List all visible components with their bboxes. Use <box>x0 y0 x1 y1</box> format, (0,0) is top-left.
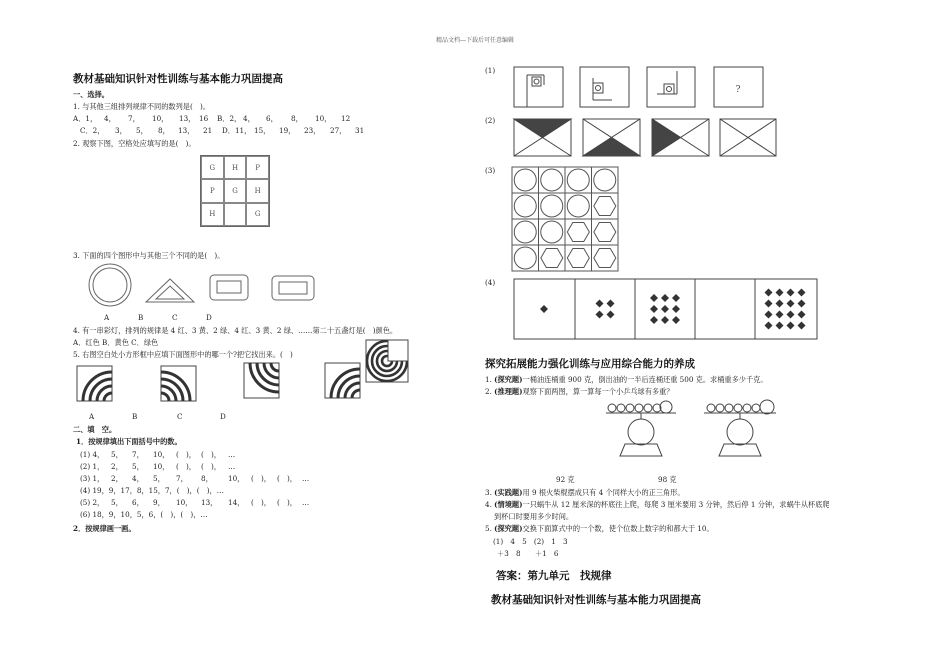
balance-figures <box>606 400 776 456</box>
p4-diamond <box>596 311 604 319</box>
fill-row-cell: 5， <box>111 450 123 459</box>
section-fill: 二、填 空。 <box>73 425 117 434</box>
fill-q2: 2．按规律画一画。 <box>73 524 136 533</box>
p4-diamond <box>798 289 806 297</box>
q4-options: A．红色 B．黄色 C．绿色 <box>73 338 159 347</box>
p4-diamond <box>672 305 680 313</box>
q3-label-c: C <box>172 313 178 322</box>
q5-text: 5. 右图空白处小方形框中应填下面图形中的哪一个?把它找出来。( ) <box>73 350 293 359</box>
p4-diamond <box>765 289 773 297</box>
p3-circle <box>514 195 536 217</box>
answer-subtitle: 教材基础知识针对性训练与基本能力巩固提高 <box>491 594 701 606</box>
p4-diamond <box>776 300 784 308</box>
fill-row-cell: (2) 1， <box>80 462 105 471</box>
q3-label-d: D <box>206 313 212 322</box>
problem-5: 5. (探究题)交换下面算式中的一个数，使个位数上数字的和都大于 10。 <box>485 524 714 533</box>
grid-cell: P <box>246 156 269 179</box>
fill-row-cell: 10， <box>176 498 193 507</box>
q5-label-d: D <box>220 412 226 421</box>
left-section-title: 教材基础知识针对性训练与基本能力巩固提高 <box>73 73 283 85</box>
p4-diamond <box>765 311 773 319</box>
grid-cell: G <box>246 203 269 226</box>
q4-text: 4. 有一串彩灯，排列的规律是 4 红、3 黄、2 绿、4 红、3 黄、2 绿、……第二十五盏灯是( )颜色。 <box>73 326 398 335</box>
p3-hexagon <box>594 223 616 242</box>
p3-circle <box>514 221 536 243</box>
q3-text: 3. 下面的四个图形中与其他三个不同的是( )。 <box>73 251 225 260</box>
fill-row-cell: 5， <box>111 498 123 507</box>
q3-label-a: A <box>104 313 110 322</box>
p4-diamond <box>650 305 658 313</box>
p4-diamond <box>765 300 773 308</box>
equation-line-1: (1) 4 5 (2) 1 3 <box>493 537 568 546</box>
p4-diamond <box>776 322 784 330</box>
grid-cell: G <box>224 179 247 202</box>
fill-q1: 1．按规律填出下面括号中的数。 <box>76 437 182 446</box>
q3-label-b: B <box>138 313 144 322</box>
problem-4-cont: 到杯口时要用多少时间。 <box>494 512 574 521</box>
fill-row-cell: ( )， <box>251 498 271 507</box>
fill-row-cell: 2， <box>111 462 123 471</box>
fill-row-cell: (6) 18，9，10，5，6，( )，( )，… <box>80 510 208 519</box>
p4-diamond <box>787 311 795 319</box>
pattern-num-3: (3) <box>485 166 496 175</box>
problem-2: 2. (推理题)观察下面两图，算一算每一个小乒乓球有多重？ <box>485 387 674 396</box>
p4-diamond <box>661 294 669 302</box>
p1-box-1 <box>514 67 563 107</box>
fill-row-cell: ( )， <box>201 462 221 471</box>
fill-row-cell: 10， <box>153 450 170 459</box>
equation-line-2: ＋3 8 ＋1 6 <box>497 549 559 558</box>
q5-label-b: B <box>132 412 138 421</box>
p3-circle <box>541 195 563 217</box>
grid-cell: G <box>201 156 224 179</box>
p1-box-2 <box>580 67 629 107</box>
p3-shape-grid <box>512 167 618 271</box>
pattern-num-4: (4) <box>485 278 496 287</box>
p4-diamond <box>798 322 806 330</box>
p4-diamond <box>798 300 806 308</box>
p4-diamond <box>607 300 615 308</box>
p4-diamonds <box>540 289 806 330</box>
p4-diamond <box>672 316 680 324</box>
fill-row-cell: 2， <box>111 474 123 483</box>
fill-row-cell: 7， <box>132 450 144 459</box>
p4-diamond <box>540 305 548 313</box>
p4-diamond <box>776 311 784 319</box>
p3-circle <box>567 169 589 191</box>
fill-row-cell: 5， <box>153 474 165 483</box>
fill-row-cell: (3) 1， <box>80 474 105 483</box>
p4-diamond <box>787 289 795 297</box>
fill-row-cell: 13， <box>201 498 218 507</box>
p4-diamond <box>787 300 795 308</box>
fill-row-cell: 10， <box>228 474 245 483</box>
p4-diamond <box>787 322 795 330</box>
p3-circle <box>514 247 536 269</box>
p4-diamond <box>607 311 615 319</box>
p4-diamond <box>672 294 680 302</box>
fill-row-cell: 6， <box>132 498 144 507</box>
fill-row-cell: … <box>302 474 310 483</box>
problem-3: 3. (实践题)用 9 根火柴棍摆成只有 4 个同样大小的正三角形。 <box>485 488 685 497</box>
grid-cell: H <box>201 203 224 226</box>
fill-row-cell: (5) 2， <box>80 498 105 507</box>
p3-hexagon <box>541 249 563 268</box>
grid-cell: H <box>246 179 269 202</box>
fill-row-cell: 7， <box>176 474 188 483</box>
p3-circle <box>567 195 589 217</box>
fill-row-cell: ( )， <box>176 462 196 471</box>
q5-label-c: C <box>177 412 183 421</box>
page-header: 精品文档---下载后可任意编辑 <box>435 37 515 44</box>
p4-diamond <box>650 294 658 302</box>
fill-row-cell: 8， <box>201 474 213 483</box>
p3-circle <box>541 169 563 191</box>
weight-label-1: 92 克 <box>556 475 575 484</box>
problem-1: 1. (探究题)一桶油连桶重 900 克，倒出油的一半后连桶还重 500 克。求桶重多少千克。 <box>485 375 768 384</box>
q5-label-a: A <box>89 412 95 421</box>
fill-row-cell: ( )， <box>277 498 297 507</box>
p4-diamond <box>765 322 773 330</box>
fill-row-cell: 4， <box>132 474 144 483</box>
p1-question-mark: ? <box>735 85 741 95</box>
right-section-title: 探究拓展能力强化训练与应用综合能力的养成 <box>485 358 695 370</box>
fill-row-cell: … <box>302 498 310 507</box>
answer-title: 答案：第九单元 找规律 <box>496 570 612 582</box>
p4-diamond <box>776 289 784 297</box>
fill-row-cell: … <box>228 450 236 459</box>
pattern-num-1: (1) <box>485 66 496 75</box>
fill-row-cell: (4) 19，9，17，8，15，7，( )，( )，… <box>80 486 224 495</box>
fill-row-cell: ( )， <box>176 450 196 459</box>
weight-label-2: 98 克 <box>658 475 677 484</box>
fill-row-cell: ( )， <box>277 474 297 483</box>
p3-hexagon <box>594 249 616 268</box>
fill-row-cell: ( )， <box>201 450 221 459</box>
p3-hexagon <box>567 249 589 268</box>
section-choice: 一、选择。 <box>73 90 109 99</box>
p3-hexagon <box>567 223 589 242</box>
fill-row-cell: 14， <box>228 498 245 507</box>
q2-text: 2. 观察下图，空格处应填写的是( )。 <box>73 139 196 148</box>
fill-row-cell: (1) 4， <box>80 450 105 459</box>
p4-diamond <box>661 305 669 313</box>
grid-cell: P <box>201 179 224 202</box>
fill-row-cell: 10， <box>153 462 170 471</box>
p3-circle <box>594 169 616 191</box>
p4-diamond <box>650 316 658 324</box>
fill-row-cell: … <box>228 462 236 471</box>
pattern-num-2: (2) <box>485 116 496 125</box>
q1-text: 1. 与其他三组排列规律不同的数列是( )。 <box>73 102 210 111</box>
fill-row-cell: 9， <box>153 498 165 507</box>
fill-row-cell: 5， <box>132 462 144 471</box>
p3-hexagon <box>594 197 616 216</box>
p4-diamond <box>798 311 806 319</box>
p3-circle <box>514 169 536 191</box>
grid-cell: H <box>224 156 247 179</box>
p4-diamond <box>596 300 604 308</box>
p3-circle <box>541 221 563 243</box>
p4-diamond <box>661 316 669 324</box>
problem-4: 4. (情境题)一只蜗牛从 12 厘米深的杯底往上爬，每爬 3 厘米要用 3 分钟，然后停 1 分钟，求蜗牛从杯底爬 <box>485 500 830 509</box>
fill-row-cell: ( )， <box>251 474 271 483</box>
